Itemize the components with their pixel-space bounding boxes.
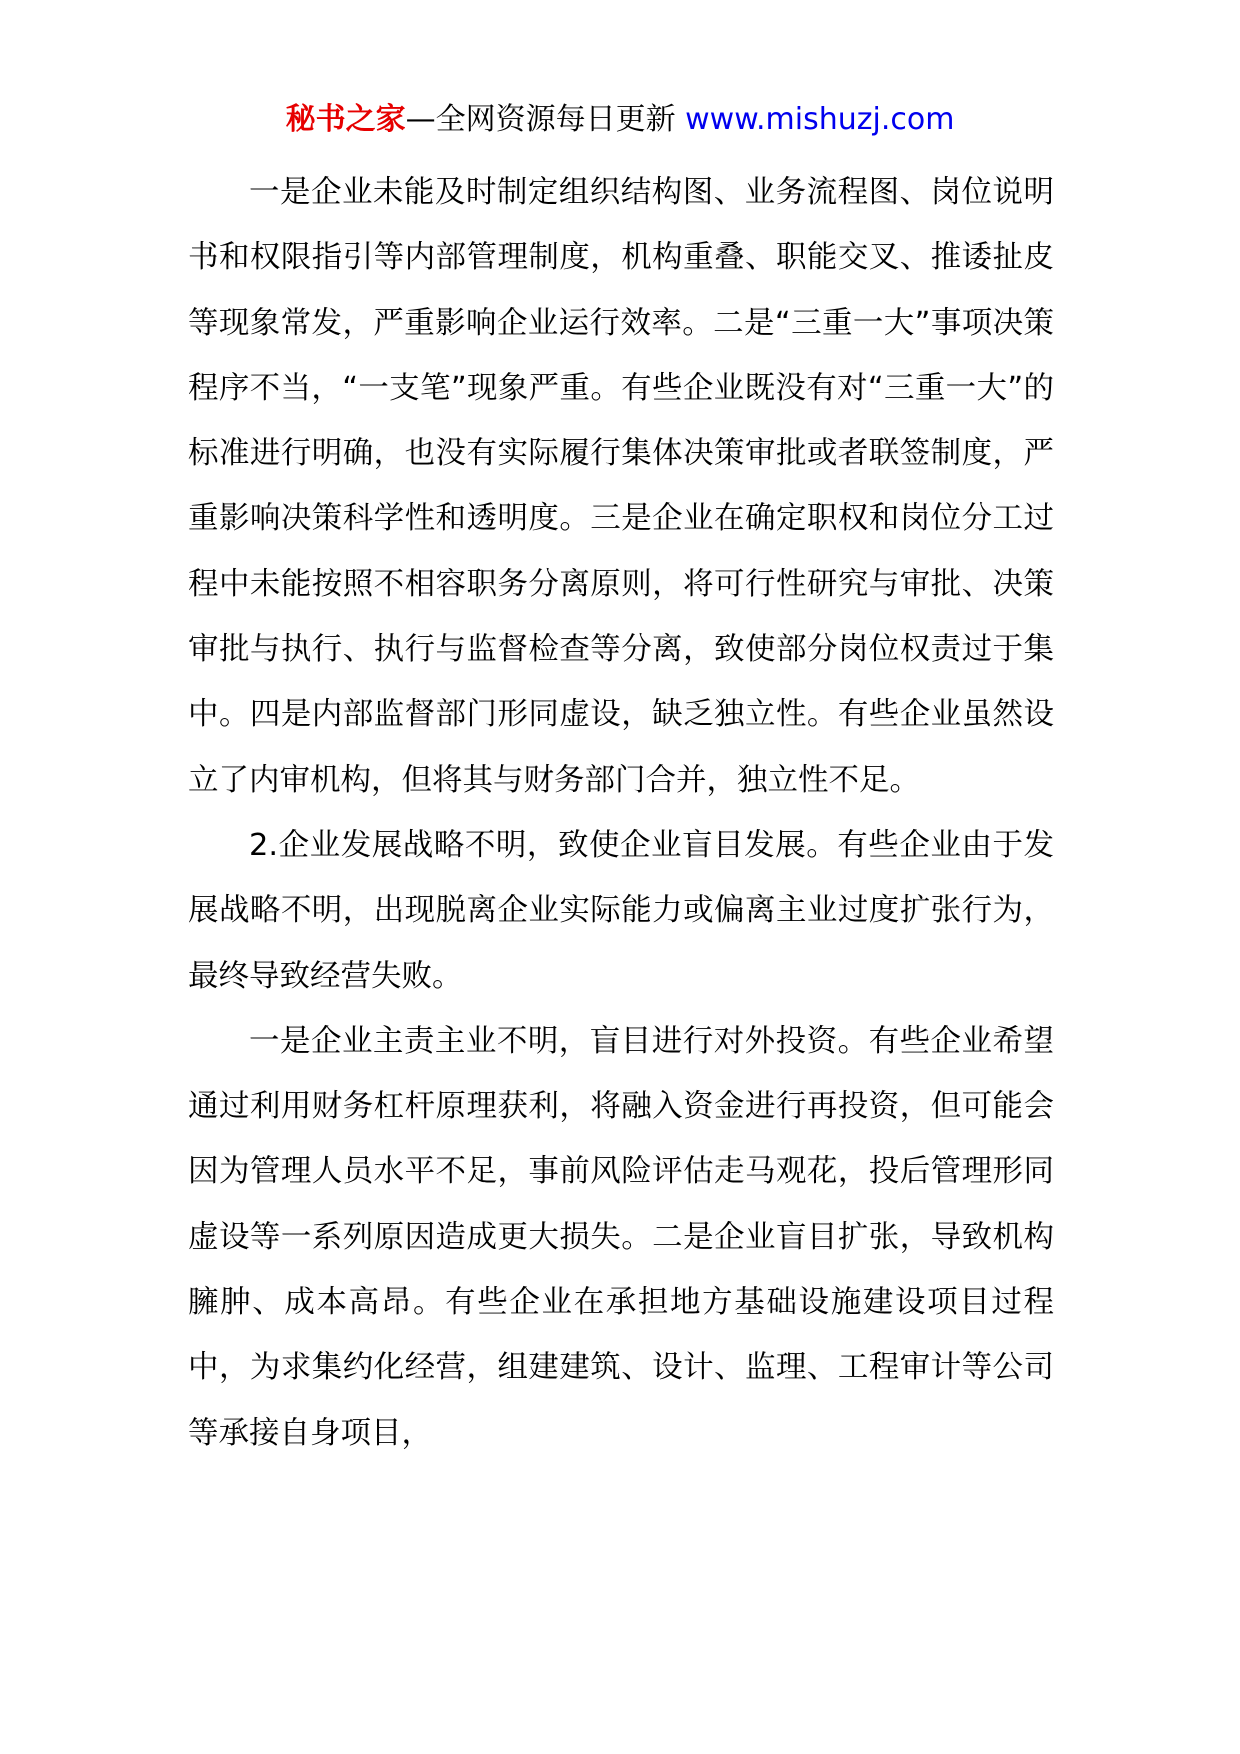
brand-name: 秘书之家 [285,102,406,137]
document-body [188,160,1054,1466]
page-header [0,100,1240,140]
website-link[interactable]: www.mishuzj.com [685,102,955,137]
paragraph-2: 2.企业发展战略不明，致使企业盲目发展。有些企业由于发展战略不明，出现脱离企业实际能力或偏离主业过度扩张行为，最终导致经营失败。 [188,827,1054,994]
header-tagline: —全网资源每日更新 [405,102,686,137]
paragraph-3: 一是企业主责主业不明，盲目进行对外投资。有些企业希望通过利用财务杠杆原理获利，将融入资金进行再投资，但可能会因为管理人员水平不足，事前风险评估走马观花，投后管理形同虚设等一系列原因造成更大损失。二是企业盲目扩张，导致机构臃肿、成本高昂。有些企业在承担地方基础设施建设项目过程中，为求集约化经营，组建建筑、设计、监理、工程审计等公司等承接自身项目， [188,1023,1054,1451]
paragraph-1: 一是企业未能及时制定组织结构图、业务流程图、岗位说明书和权限指引等内部管理制度，机构重叠、职能交叉、推诿扯皮等现象常发，严重影响企业运行效率。二是“三重一大”事项决策程序不当，“一支笔”现象严重。有些企业既没有对“三重一大”的标准进行明确，也没有实际履行集体决策审批或者联签制度，严重影响决策科学性和透明度。三是企业在确定职权和岗位分工过程中未能按照不相容职务分离原则，将可行性研究与审批、决策审批与执行、执行与监督检查等分离，致使部分岗位权责过于集中。四是内部监督部门形同虚设，缺乏独立性。有些企业虽然设立了内审机构，但将其与财务部门合并，独立性不足。 [188,175,1054,798]
